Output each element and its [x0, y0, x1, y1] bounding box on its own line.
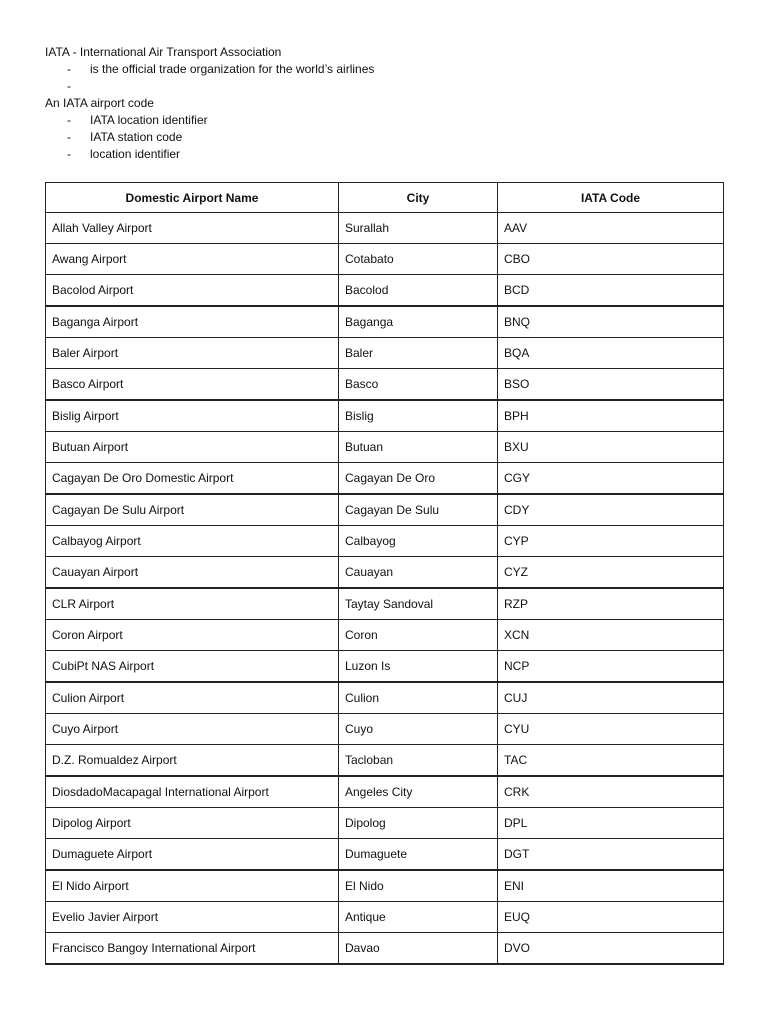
table-row: [46, 275, 724, 307]
table-row: [46, 745, 724, 777]
city-cell: Cauayan: [339, 557, 498, 589]
airport-name-cell: CubiPt NAS Airport: [46, 651, 339, 683]
airport-name-cell: Butuan Airport: [46, 432, 339, 463]
iata-code-cell: CRK: [498, 776, 724, 808]
bullet-dash: -: [67, 130, 71, 144]
city-cell: Baler: [339, 338, 498, 369]
iata-code-cell: BCD: [498, 275, 724, 307]
city-cell: Butuan: [339, 432, 498, 463]
airport-name-cell: DiosdadoMacapagal International Airport: [46, 776, 339, 808]
bullet-dash: -: [67, 62, 71, 76]
bullet-text: IATA location identifier: [90, 113, 208, 127]
header-iata-code: IATA Code: [498, 183, 724, 213]
airport-name-cell: Basco Airport: [46, 369, 339, 401]
iata-code-cell: DGT: [498, 839, 724, 871]
table-row: [46, 714, 724, 745]
airport-name-cell: Cagayan De Sulu Airport: [46, 494, 339, 526]
city-cell: Cuyo: [339, 714, 498, 745]
iata-code-cell: DPL: [498, 808, 724, 839]
table-row: [46, 933, 724, 965]
header-airport-name: Domestic Airport Name: [46, 183, 339, 213]
table-row: [46, 369, 724, 401]
bullet-text: is the official trade organization for the world’s airlines: [90, 62, 375, 76]
airport-code-bullet: [45, 129, 374, 146]
airport-code-bullet: [45, 112, 374, 129]
iata-code-cell: BSO: [498, 369, 724, 401]
city-cell: Dumaguete: [339, 839, 498, 871]
table-row: [46, 651, 724, 683]
table-row: [46, 432, 724, 463]
iata-code-cell: CBO: [498, 244, 724, 275]
bullet-dash: -: [67, 147, 71, 161]
city-cell: Tacloban: [339, 745, 498, 777]
table-row: [46, 306, 724, 338]
iata-description-bullet: [45, 61, 374, 78]
airport-name-cell: Baler Airport: [46, 338, 339, 369]
table-row: [46, 244, 724, 275]
airport-name-cell: Cuyo Airport: [46, 714, 339, 745]
city-cell: Calbayog: [339, 526, 498, 557]
bullet-text: location identifier: [90, 147, 181, 161]
airport-name-cell: El Nido Airport: [46, 870, 339, 902]
city-cell: Baganga: [339, 306, 498, 338]
table-row: [46, 839, 724, 871]
iata-code-cell: CYU: [498, 714, 724, 745]
city-cell: Luzon Is: [339, 651, 498, 683]
table-row: [46, 213, 724, 244]
airport-name-cell: Calbayog Airport: [46, 526, 339, 557]
bullet-dash: -: [67, 79, 71, 93]
iata-code-cell: NCP: [498, 651, 724, 683]
iata-code-cell: ENI: [498, 870, 724, 902]
airport-name-cell: D.Z. Romualdez Airport: [46, 745, 339, 777]
iata-code-cell: DVO: [498, 933, 724, 965]
city-cell: Bacolod: [339, 275, 498, 307]
table-row: [46, 620, 724, 651]
table-row: [46, 526, 724, 557]
city-cell: Angeles City: [339, 776, 498, 808]
airport-name-cell: Cagayan De Oro Domestic Airport: [46, 463, 339, 495]
table-row: [46, 682, 724, 714]
airport-table-body: [46, 213, 724, 965]
airport-name-cell: Dumaguete Airport: [46, 839, 339, 871]
iata-code-cell: CGY: [498, 463, 724, 495]
airport-name-cell: Bislig Airport: [46, 400, 339, 432]
table-row: [46, 870, 724, 902]
bullet-text: IATA station code: [90, 130, 183, 144]
table-row: [46, 557, 724, 589]
airport-code-bullet: [45, 146, 374, 163]
iata-code-cell: XCN: [498, 620, 724, 651]
table-header-row: [46, 183, 724, 213]
header-city: City: [339, 183, 498, 213]
city-cell: Davao: [339, 933, 498, 965]
city-cell: Taytay Sandoval: [339, 588, 498, 620]
airport-name-cell: Evelio Javier Airport: [46, 902, 339, 933]
table-row: [46, 494, 724, 526]
city-cell: Coron: [339, 620, 498, 651]
airport-name-cell: Allah Valley Airport: [46, 213, 339, 244]
table-row: [46, 902, 724, 933]
iata-code-cell: CUJ: [498, 682, 724, 714]
iata-code-cell: RZP: [498, 588, 724, 620]
table-row: [46, 808, 724, 839]
airport-name-cell: Francisco Bangoy International Airport: [46, 933, 339, 965]
airport-name-cell: Bacolod Airport: [46, 275, 339, 307]
city-cell: Basco: [339, 369, 498, 401]
airport-name-cell: Awang Airport: [46, 244, 339, 275]
iata-definition: IATA - International Air Transport Association: [45, 45, 282, 59]
iata-code-cell: TAC: [498, 745, 724, 777]
airport-name-cell: Coron Airport: [46, 620, 339, 651]
iata-code-cell: AAV: [498, 213, 724, 244]
city-cell: Culion: [339, 682, 498, 714]
empty-bullet: [45, 78, 374, 95]
airport-name-cell: Dipolog Airport: [46, 808, 339, 839]
city-cell: Dipolog: [339, 808, 498, 839]
iata-code-cell: BNQ: [498, 306, 724, 338]
city-cell: Bislig: [339, 400, 498, 432]
city-cell: Surallah: [339, 213, 498, 244]
airport-code-heading: An IATA airport code: [45, 96, 154, 110]
iata-code-cell: BXU: [498, 432, 724, 463]
iata-code-cell: BQA: [498, 338, 724, 369]
table-row: [46, 588, 724, 620]
airport-name-cell: Baganga Airport: [46, 306, 339, 338]
iata-code-cell: BPH: [498, 400, 724, 432]
table-row: [46, 338, 724, 369]
iata-code-cell: CYZ: [498, 557, 724, 589]
table-row: [46, 400, 724, 432]
table-row: [46, 463, 724, 495]
intro-text: [45, 44, 374, 163]
city-cell: Cotabato: [339, 244, 498, 275]
city-cell: Antique: [339, 902, 498, 933]
airport-table: [45, 182, 724, 965]
city-cell: Cagayan De Oro: [339, 463, 498, 495]
iata-code-cell: CDY: [498, 494, 724, 526]
iata-code-cell: EUQ: [498, 902, 724, 933]
iata-code-cell: CYP: [498, 526, 724, 557]
airport-name-cell: Culion Airport: [46, 682, 339, 714]
table-row: [46, 776, 724, 808]
bullet-dash: -: [67, 113, 71, 127]
airport-name-cell: Cauayan Airport: [46, 557, 339, 589]
city-cell: Cagayan De Sulu: [339, 494, 498, 526]
airport-name-cell: CLR Airport: [46, 588, 339, 620]
city-cell: El Nido: [339, 870, 498, 902]
